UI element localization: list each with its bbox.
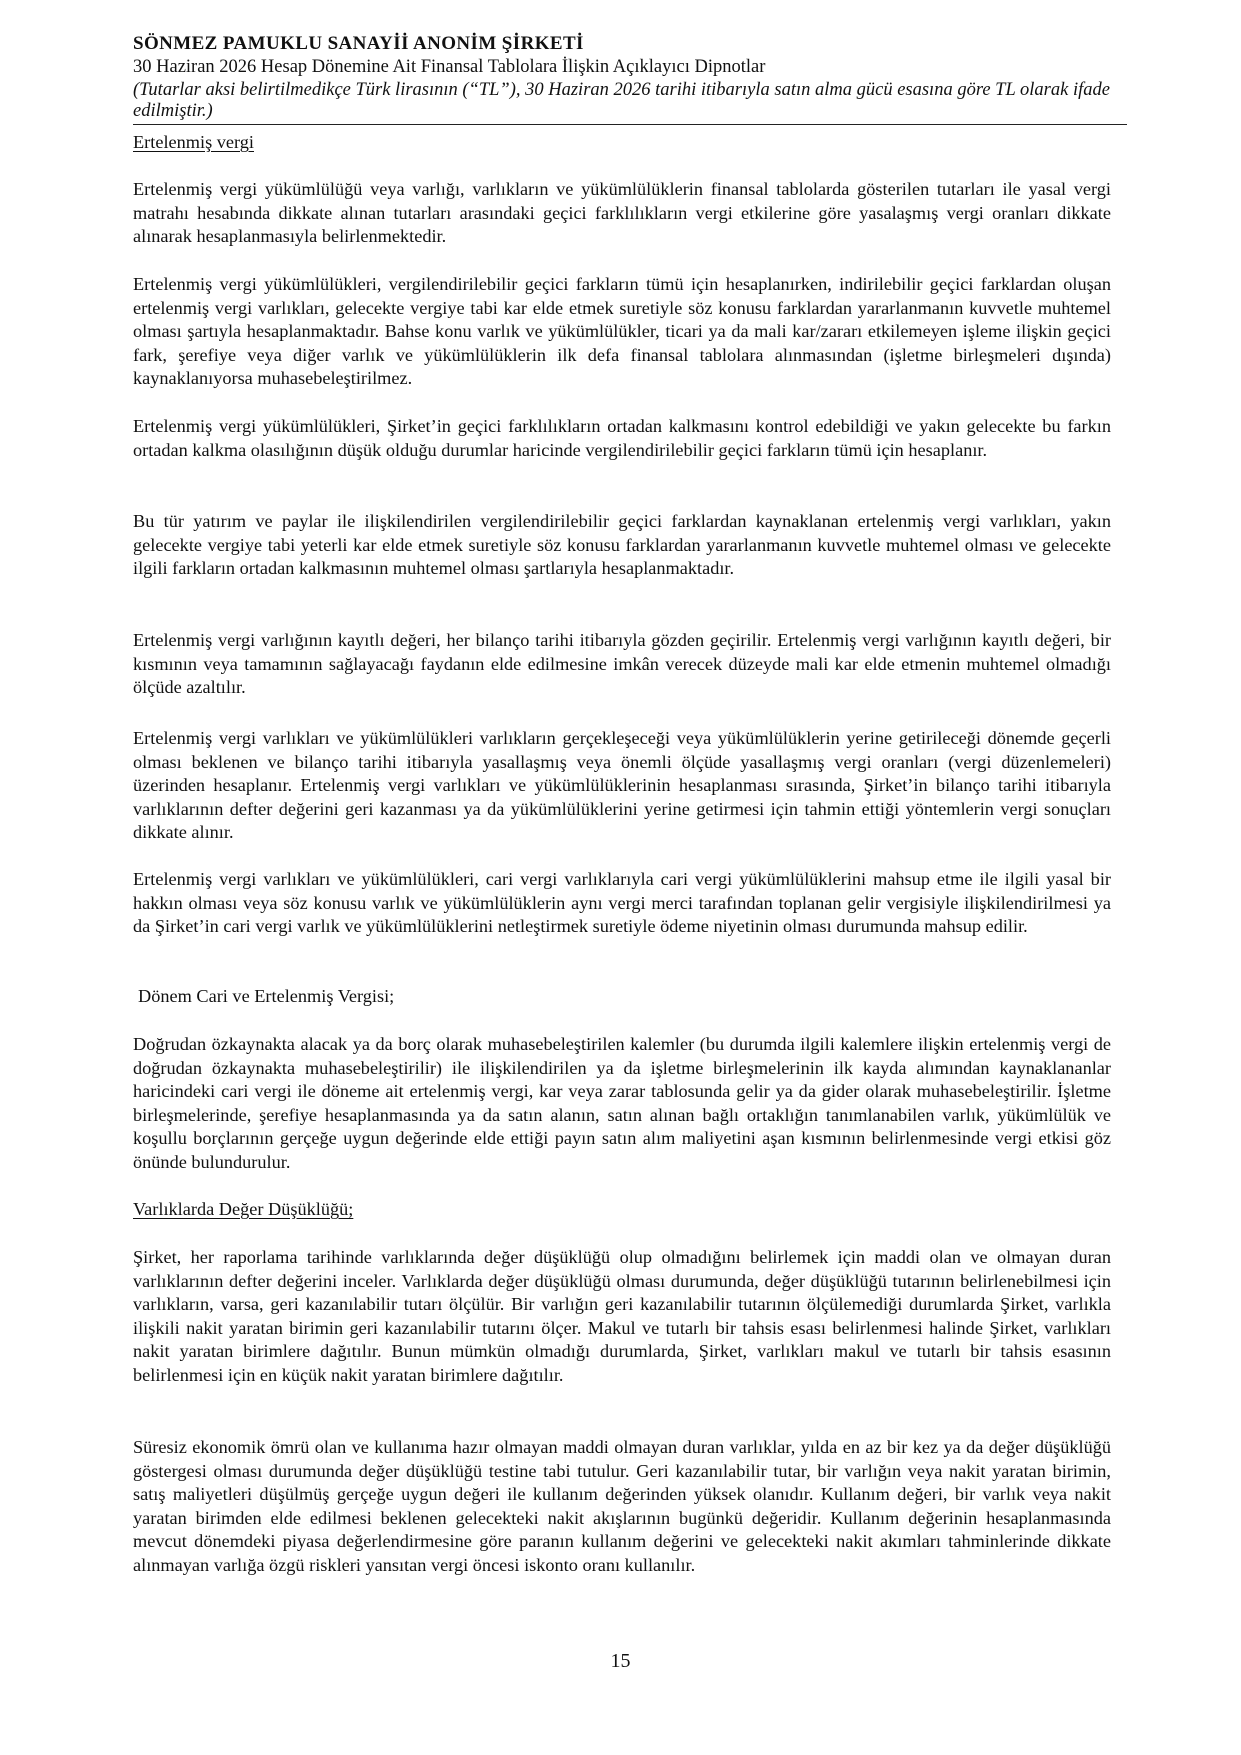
section-heading-deferred-tax: Ertelenmiş vergi [133,132,254,152]
paragraph-3: Ertelenmiş vergi yükümlülükleri, Şirket’in geçici farklılıkların ortadan kalkmasını kontrol edebildiği ve yakın gelecekte bu farkın ortadan kalkma olasılığının düşük olduğu durumlar haricinde vergilendirilebilir geçici farkların tümü için hesaplanır. [133,416,1111,460]
company-name: SÖNMEZ PAMUKLU SANAYİİ ANONİM ŞİRKETİ [133,33,584,54]
report-subtitle: 30 Haziran 2026 Hesap Dönemine Ait Finansal Tablolara İlişkin Açıklayıcı Dipnotlar [133,57,766,77]
currency-note: (Tutarlar aksi belirtilmedikçe Türk lirasının (“TL”), 30 Haziran 2026 tarihi itibarıyla satın alma gücü esasına göre TL olarak ifade edilmiştir.) [133,80,1110,121]
paragraph-9: Şirket, her raporlama tarihinde varlıklarında değer düşüklüğü olup olmadığını belirlemek için maddi olan ve olmayan duran varlıklarının defter değerini inceler. Varlıklarda değer düşüklüğü olması durumunda, değer düşüklüğü tutarının belirlenebilmesi için varlıkların, varsa, geri kazanılabilir tutarı ölçülür. Bir varlığın geri kazanılabilir tutarının ölçülemediği durumlarda Şirket, varlıkla ilişkili nakit yaratan birimin geri kazanılabilir tutarını ölçer. Makul ve tutarlı bir tahsis esası belirlenmesi halinde Şirket, varlıkları nakit yaratan birimlere dağıtılır. Bunun mümkün olmadığı durumlarda, Şirket, varlıkları makul ve tutarlı bir tahsis esasının belirlenmesi için en küçük nakit yaratan birimlere dağıtılır. [133,1247,1111,1385]
paragraph-6: Ertelenmiş vergi varlıkları ve yükümlülükleri varlıkların gerçekleşeceği veya yükümlülüklerin yerine getirileceği dönemde geçerli olması beklenen ve bilanço tarihi itibarıyla yasallaşmış veya önemli ölçüde yasallaşmış vergi oranları (vergi düzenlemeleri) üzerinden hesaplanır. Ertelenmiş vergi varlıkları ve yükümlülüklerinin hesaplanması sırasında, Şirket’in bilanço tarihi itibarıyla varlıklarının defter değerini geri kazanması ya da yükümlülüklerini yerine getirmesi için tahmin ettiği yöntemlerin vergi sonuçları dikkate alınır. [133,728,1111,843]
section-heading-impairment: Varlıklarda Değer Düşüklüğü; [133,1199,354,1219]
page-number: 15 [610,1650,631,1672]
paragraph-10: Süresiz ekonomik ömrü olan ve kullanıma hazır olmayan maddi olmayan duran varlıklar, yılda en az bir kez ya da değer düşüklüğü göstergesi olması durumunda değer düşüklüğü testine tabi tutulur. Geri kazanılabilir tutar, bir varlığın veya nakit yaratan birimin, satış maliyetleri düşülmüş gerçeğe uygun değeri ile kullanım değerinden yüksek olanıdır. Kullanım değeri, bir varlık veya nakit yaratan birimden elde edilmesi beklenen gelecekteki nakit akışlarının bugünkü değeridir. Kullanım değerinin hesaplanmasında mevcut dönemdeki piyasa değerlendirmesine göre paranın kullanım değerini ve gelecekteki nakit akımları tahminlerinde dikkate alınmayan varlığa özgü riskleri yansıtan vergi öncesi iskonto oranı kullanılır. [133,1437,1111,1575]
section-heading-period-tax: Dönem Cari ve Ertelenmiş Vergisi; [138,986,395,1006]
paragraph-2: Ertelenmiş vergi yükümlülükleri, vergilendirilebilir geçici farkların tümü için hesaplanırken, indirilebilir geçici farklardan oluşan ertelenmiş vergi varlıkları, gelecekte vergiye tabi kar elde etmek suretiyle söz konusu farklardan yararlanmanın kuvvetle muhtemel olması şartıyla hesaplanmaktadır. Bahse konu varlık ve yükümlülükler, ticari ya da mali kar/zararı etkilemeyen işleme ilişkin geçici fark, şerefiye veya diğer varlık ve yükümlülüklerin ilk defa finansal tablolara alınmasından (işletme birleşmeleri dışında) kaynaklanıyorsa muhasebeleştirilmez. [133,274,1111,389]
paragraph-4: Bu tür yatırım ve paylar ile ilişkilendirilen vergilendirilebilir geçici farklardan kaynaklanan ertelenmiş vergi varlıkları, yakın gelecekte vergiye tabi yeterli kar elde etmek suretiyle söz konusu farklardan yararlanmanın kuvvetle muhtemel olması ve gelecekte ilgili farkların ortadan kalkmasının muhtemel olması şartlarıyla hesaplanmaktadır. [133,511,1111,579]
paragraph-1: Ertelenmiş vergi yükümlülüğü veya varlığı, varlıkların ve yükümlülüklerin finansal tablolarda gösterilen tutarları ile yasal vergi matrahı hesabında dikkate alınan tutarları arasındaki geçici farklılıkların vergi etkilerine göre yasalaşmış vergi oranları dikkate alınarak hesaplanmasıyla belirlenmektedir. [133,179,1111,247]
paragraph-5: Ertelenmiş vergi varlığının kayıtlı değeri, her bilanço tarihi itibarıyla gözden geçirilir. Ertelenmiş vergi varlığının kayıtlı değeri, bir kısmının veya tamamının sağlayacağı faydanın elde edilmesine imkân verecek düzeyde mali kar elde etmenin muhtemel olmadığı ölçüde azaltılır. [133,630,1111,698]
paragraph-8: Doğrudan özkaynakta alacak ya da borç olarak muhasebeleştirilen kalemler (bu durumda ilgili kalemlere ilişkin ertelenmiş vergi de doğrudan özkaynakta muhasebeleştirilir) ile ilişkilendirilen ya da işletme birleşmelerinin ilk kayda alımından kaynaklananlar haricindeki cari vergi ile döneme ait ertelenmiş vergi, kar veya zarar tablosunda gelir ya da gider olarak muhasebeleştirilir. İşletme birleşmelerinde, şerefiye hesaplanmasında ya da satın alanın, satın alınan bağlı ortaklığın tanımlanabilen varlık, yükümlülük ve koşullu borçlarının gerçeğe uygun değerinde elde ettiği payın satın alım maliyetini aşan kısmının belirlenmesinde vergi etkisi göz önünde bulundurulur. [133,1034,1111,1172]
header-divider [133,124,1127,125]
paragraph-7: Ertelenmiş vergi varlıkları ve yükümlülükleri, cari vergi varlıklarıyla cari vergi yükümlülüklerini mahsup etme ile ilgili yasal bir hakkın olması veya söz konusu varlık ve yükümlülüklerin aynı vergi merci tarafından toplanan gelir vergisiyle ilişkilendirilmesi ya da Şirket’in cari vergi varlık ve yükümlülüklerini netleştirmek suretiyle ödeme niyetinin olması durumunda mahsup edilir. [133,869,1111,937]
